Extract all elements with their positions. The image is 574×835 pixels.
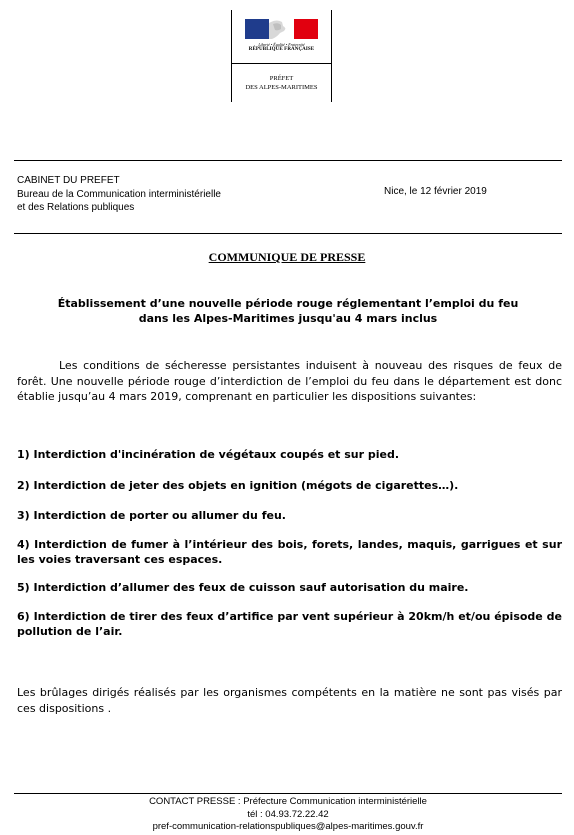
intro-text: Les conditions de sécheresse persistantes induisent à nouveau des risques de feux de forêt. Une nouvelle période rouge d’interdiction de l’emploi du feu dans le département est donc établie jusqu’au 4 mars 2019, comprenant en particulier les dispositions suivantes:	[17, 359, 562, 403]
measure-item-3: 3) Interdiction de porter ou allumer du feu.	[17, 509, 286, 522]
prefet-line-1: PRÉFET	[269, 75, 294, 82]
bureau-line-2: et des Relations publiques	[17, 202, 135, 213]
office-name: CABINET DU PREFET	[17, 175, 120, 186]
contact-label: CONTACT PRESSE : Préfecture Communication interministérielle	[149, 796, 427, 807]
title-line-2: dans les Alpes-Maritimes jusqu'au 4 mars inclus	[138, 312, 438, 325]
measure-item-5: 5) Interdiction d’allumer des feux de cuisson sauf autorisation du maire.	[17, 581, 469, 594]
footer-rule	[14, 793, 562, 794]
measure-item-1: 1) Interdiction d'incinération de végétaux coupés et sur pied.	[17, 448, 400, 461]
contact-email: pref-communication-relationspubliques@alpes-maritimes.gouv.fr	[152, 821, 424, 832]
measure-item-6: 6) Interdiction de tirer des feux d’artifice par vent supérieur à 20km/h et/ou épisode de pollution de l’air.	[17, 610, 562, 638]
bureau-line-1: Bureau de la Communication interministérielle	[17, 188, 221, 200]
closing-paragraph: Les brûlages dirigés réalisés par les organismes compétents en la matière ne sont pas visés par ces dispositions .	[17, 686, 562, 715]
republic-motto: Liberté • Égalité • Fraternité	[258, 42, 305, 47]
prefecture-logo	[231, 10, 332, 102]
press-release-title	[14, 296, 562, 326]
header-rule	[14, 160, 562, 161]
marianne-flag-icon	[245, 19, 318, 39]
measure-item-4: 4) Interdiction de fumer à l’intérieur des bois, forets, landes, maquis, garrigues et sur les voies traversant ces espaces.	[17, 538, 562, 566]
prefet-title	[231, 74, 332, 92]
press-contact	[14, 796, 562, 834]
title-line-1: Établissement d’une nouvelle période rouge réglementant l’emploi du feu	[57, 297, 519, 310]
logo-divider	[231, 63, 332, 64]
issue-date: Nice, le 12 février 2019	[384, 186, 487, 197]
contact-phone: tél : 04.93.72.22.42	[247, 808, 329, 820]
prefet-line-2: DES ALPES-MARITIMES	[245, 84, 318, 91]
republic-name: RÉPUBLIQUE FRANÇAISE	[248, 47, 315, 52]
issuing-office	[17, 174, 221, 215]
measure-item-2: 2) Interdiction de jeter des objets en ignition (mégots de cigarettes…).	[17, 479, 459, 492]
document-type-heading: COMMUNIQUE DE PRESSE	[208, 250, 366, 264]
intro-paragraph	[17, 358, 562, 405]
header-bottom-rule	[14, 233, 562, 234]
